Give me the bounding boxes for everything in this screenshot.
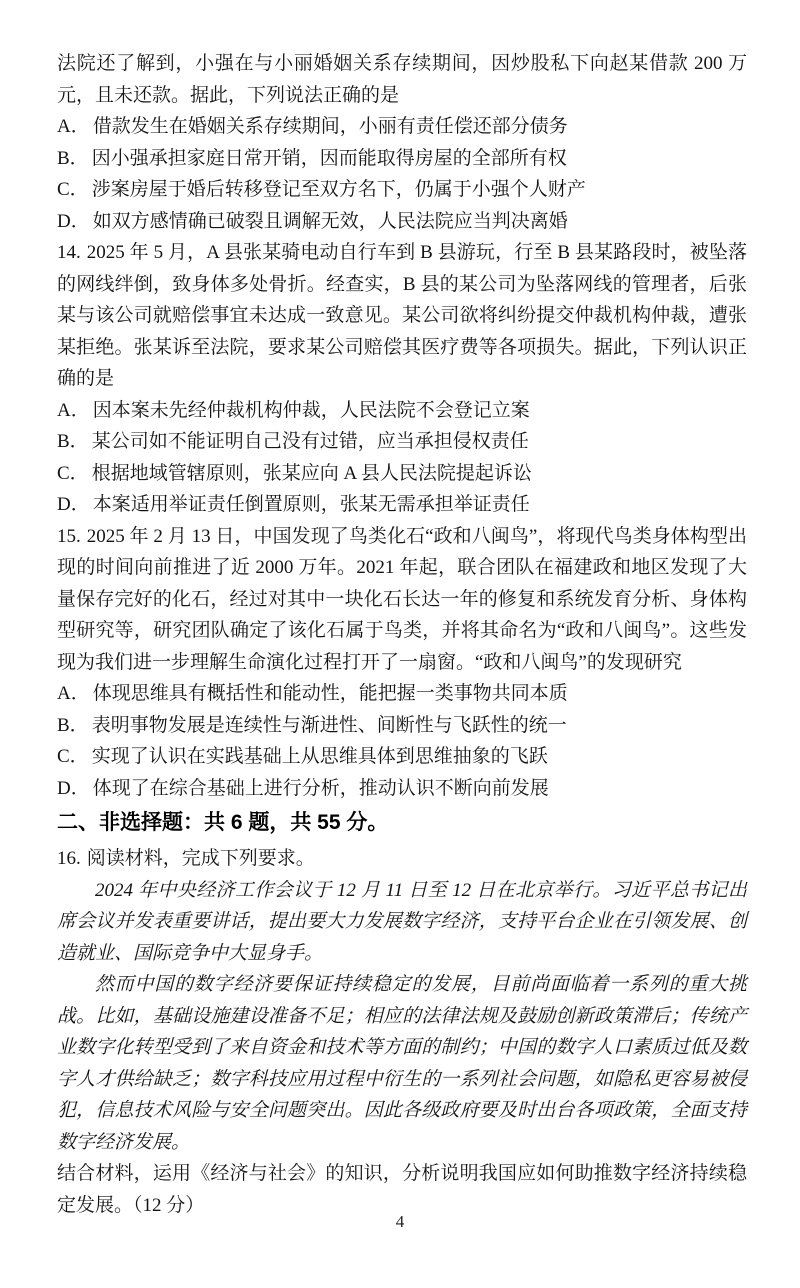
- option-label: C．: [57, 746, 89, 767]
- option-text: 体现了在综合基础上进行分析，推动认识不断向前发展: [92, 777, 549, 799]
- question-15-option-b: [57, 710, 747, 742]
- option-label: C．: [57, 179, 89, 200]
- option-label: A．: [57, 683, 90, 704]
- question-13-option-c: [57, 174, 747, 206]
- question-13-option-d: [57, 206, 747, 238]
- option-label: A．: [57, 116, 90, 137]
- question-16-intro-text: 阅读材料，完成下列要求。: [86, 848, 315, 869]
- option-label: B．: [57, 714, 89, 736]
- option-text: 体现思维具有概括性和能动性，能把握一类事物共同本质: [92, 683, 568, 704]
- option-text: 因小强承担家庭日常开销，因而能取得房屋的全部所有权: [91, 147, 567, 169]
- question-16-task: 结合材料，运用《经济与社会》的知识，分析说明我国应如何助推数字经济持续稳定发展。（12 分）: [57, 1163, 747, 1216]
- question-13-stem-continued: 法院还了解到，小强在与小丽婚姻关系存续期间，因炒股私下向赵某借款 200 万元，且未还款。据此，下列说法正确的是: [57, 53, 747, 106]
- question-16-intro: [57, 843, 747, 875]
- option-text: 表明事物发展是连续性与渐进性、间断性与飞跃性的统一: [91, 714, 567, 736]
- page-number: 4: [395, 1212, 405, 1231]
- option-label: D．: [57, 210, 90, 232]
- option-text: 根据地域管辖原则，张某应向 A 县人民法院提起诉讼: [91, 462, 532, 484]
- question-13-option-a: [57, 111, 747, 143]
- option-label: C．: [57, 462, 89, 484]
- option-label: B．: [57, 147, 89, 169]
- question-15-stem-text: 2025 年 2 月 13 日，中国发现了鸟类化石“政和八闽鸟”，将现代鸟类身体构型出现的时间向前推进了近 2000 万年。2021 年起，联合团队在福建政和地区发现了大量保存完好的化石，经过对其中一块化石长达一年的修复和系统发育分析、身体构型研究等，研究团队确定了该化石属于鸟类，并将其命名为“政和八闽鸟”。这些发现为我们进一步理解生命演化过程打开了一扇窗。“政和八闽鸟”的发现研究: [57, 525, 747, 673]
- option-text: 本案适用举证责任倒置原则，张某无需承担举证责任: [92, 494, 530, 515]
- page-content: [57, 48, 747, 1221]
- option-label: A．: [57, 399, 90, 421]
- option-label: B．: [57, 431, 89, 452]
- option-text: 某公司如不能证明自己没有过错，应当承担侵权责任: [91, 431, 529, 452]
- question-15-stem: [57, 521, 747, 679]
- option-label: D．: [57, 494, 90, 515]
- question-14-number: 14.: [57, 242, 81, 263]
- option-text: 因本案未先经仲裁机构仲裁，人民法院不会登记立案: [92, 399, 530, 421]
- question-16-number: 16.: [57, 848, 81, 869]
- question-16-material-paragraph-2: 然而中国的数字经济要保证持续稳定的发展，目前尚面临着一系列的重大挑战。比如，基础设施建设准备不足；相应的法律法规及鼓励创新政策滞后；传统产业数字化转型受到了来自资金和技术等方面的制约；中国的数字人口素质过低及数字人才供给缺乏；数字科技应用过程中衍生的一系列社会问题，如隐私更容易被侵犯，信息技术风险与安全问题突出。因此各级政府要及时出台各项政策，全面支持数字经济发展。: [57, 974, 747, 1153]
- question-15-option-a: [57, 678, 747, 710]
- option-label: D．: [57, 777, 90, 799]
- option-text: 如双方感情确已破裂且调解无效，人民法院应当判决离婚: [92, 210, 568, 232]
- option-text: 涉案房屋于婚后转移登记至双方名下，仍属于小强个人财产: [91, 179, 586, 200]
- question-14-stem-text: 2025 年 5 月，A 县张某骑电动自行车到 B 县游玩，行至 B 县某路段时，被坠落的网线绊倒，致身体多处骨折。经查实，B 县的某公司为坠落网线的管理者，后张某与该公司就赔偿事宜未达成一致意见。某公司欲将纠纷提交仲裁机构仲裁，遭张某拒绝。张某诉至法院，要求某公司赔偿其医疗费等各项损失。据此，下列认识正确的是: [57, 242, 747, 389]
- question-14-option-d: [57, 489, 747, 521]
- question-14-option-b: [57, 426, 747, 458]
- question-16-material-paragraph-1: 2024 年中央经济工作会议于 12 月 11 日至 12 日在北京举行。习近平总书记出席会议并发表重要讲话，提出要大力发展数字经济，支持平台企业在引领发展、创造就业、国际竞争中大显身手。: [57, 879, 747, 964]
- question-15-option-c: [57, 741, 747, 773]
- question-14-stem: [57, 237, 747, 395]
- section-2-heading: 二、非选择题：共 6 题，共 55 分。: [57, 811, 389, 834]
- question-15-number: 15.: [57, 525, 81, 547]
- question-14-option-c: [57, 458, 747, 490]
- option-text: 实现了认识在实践基础上从思维具体到思维抽象的飞跃: [91, 746, 548, 767]
- option-text: 借款发生在婚姻关系存续期间，小丽有责任偿还部分债务: [92, 116, 568, 137]
- question-15-option-d: [57, 773, 747, 805]
- question-14-option-a: [57, 395, 747, 427]
- question-13-option-b: [57, 143, 747, 175]
